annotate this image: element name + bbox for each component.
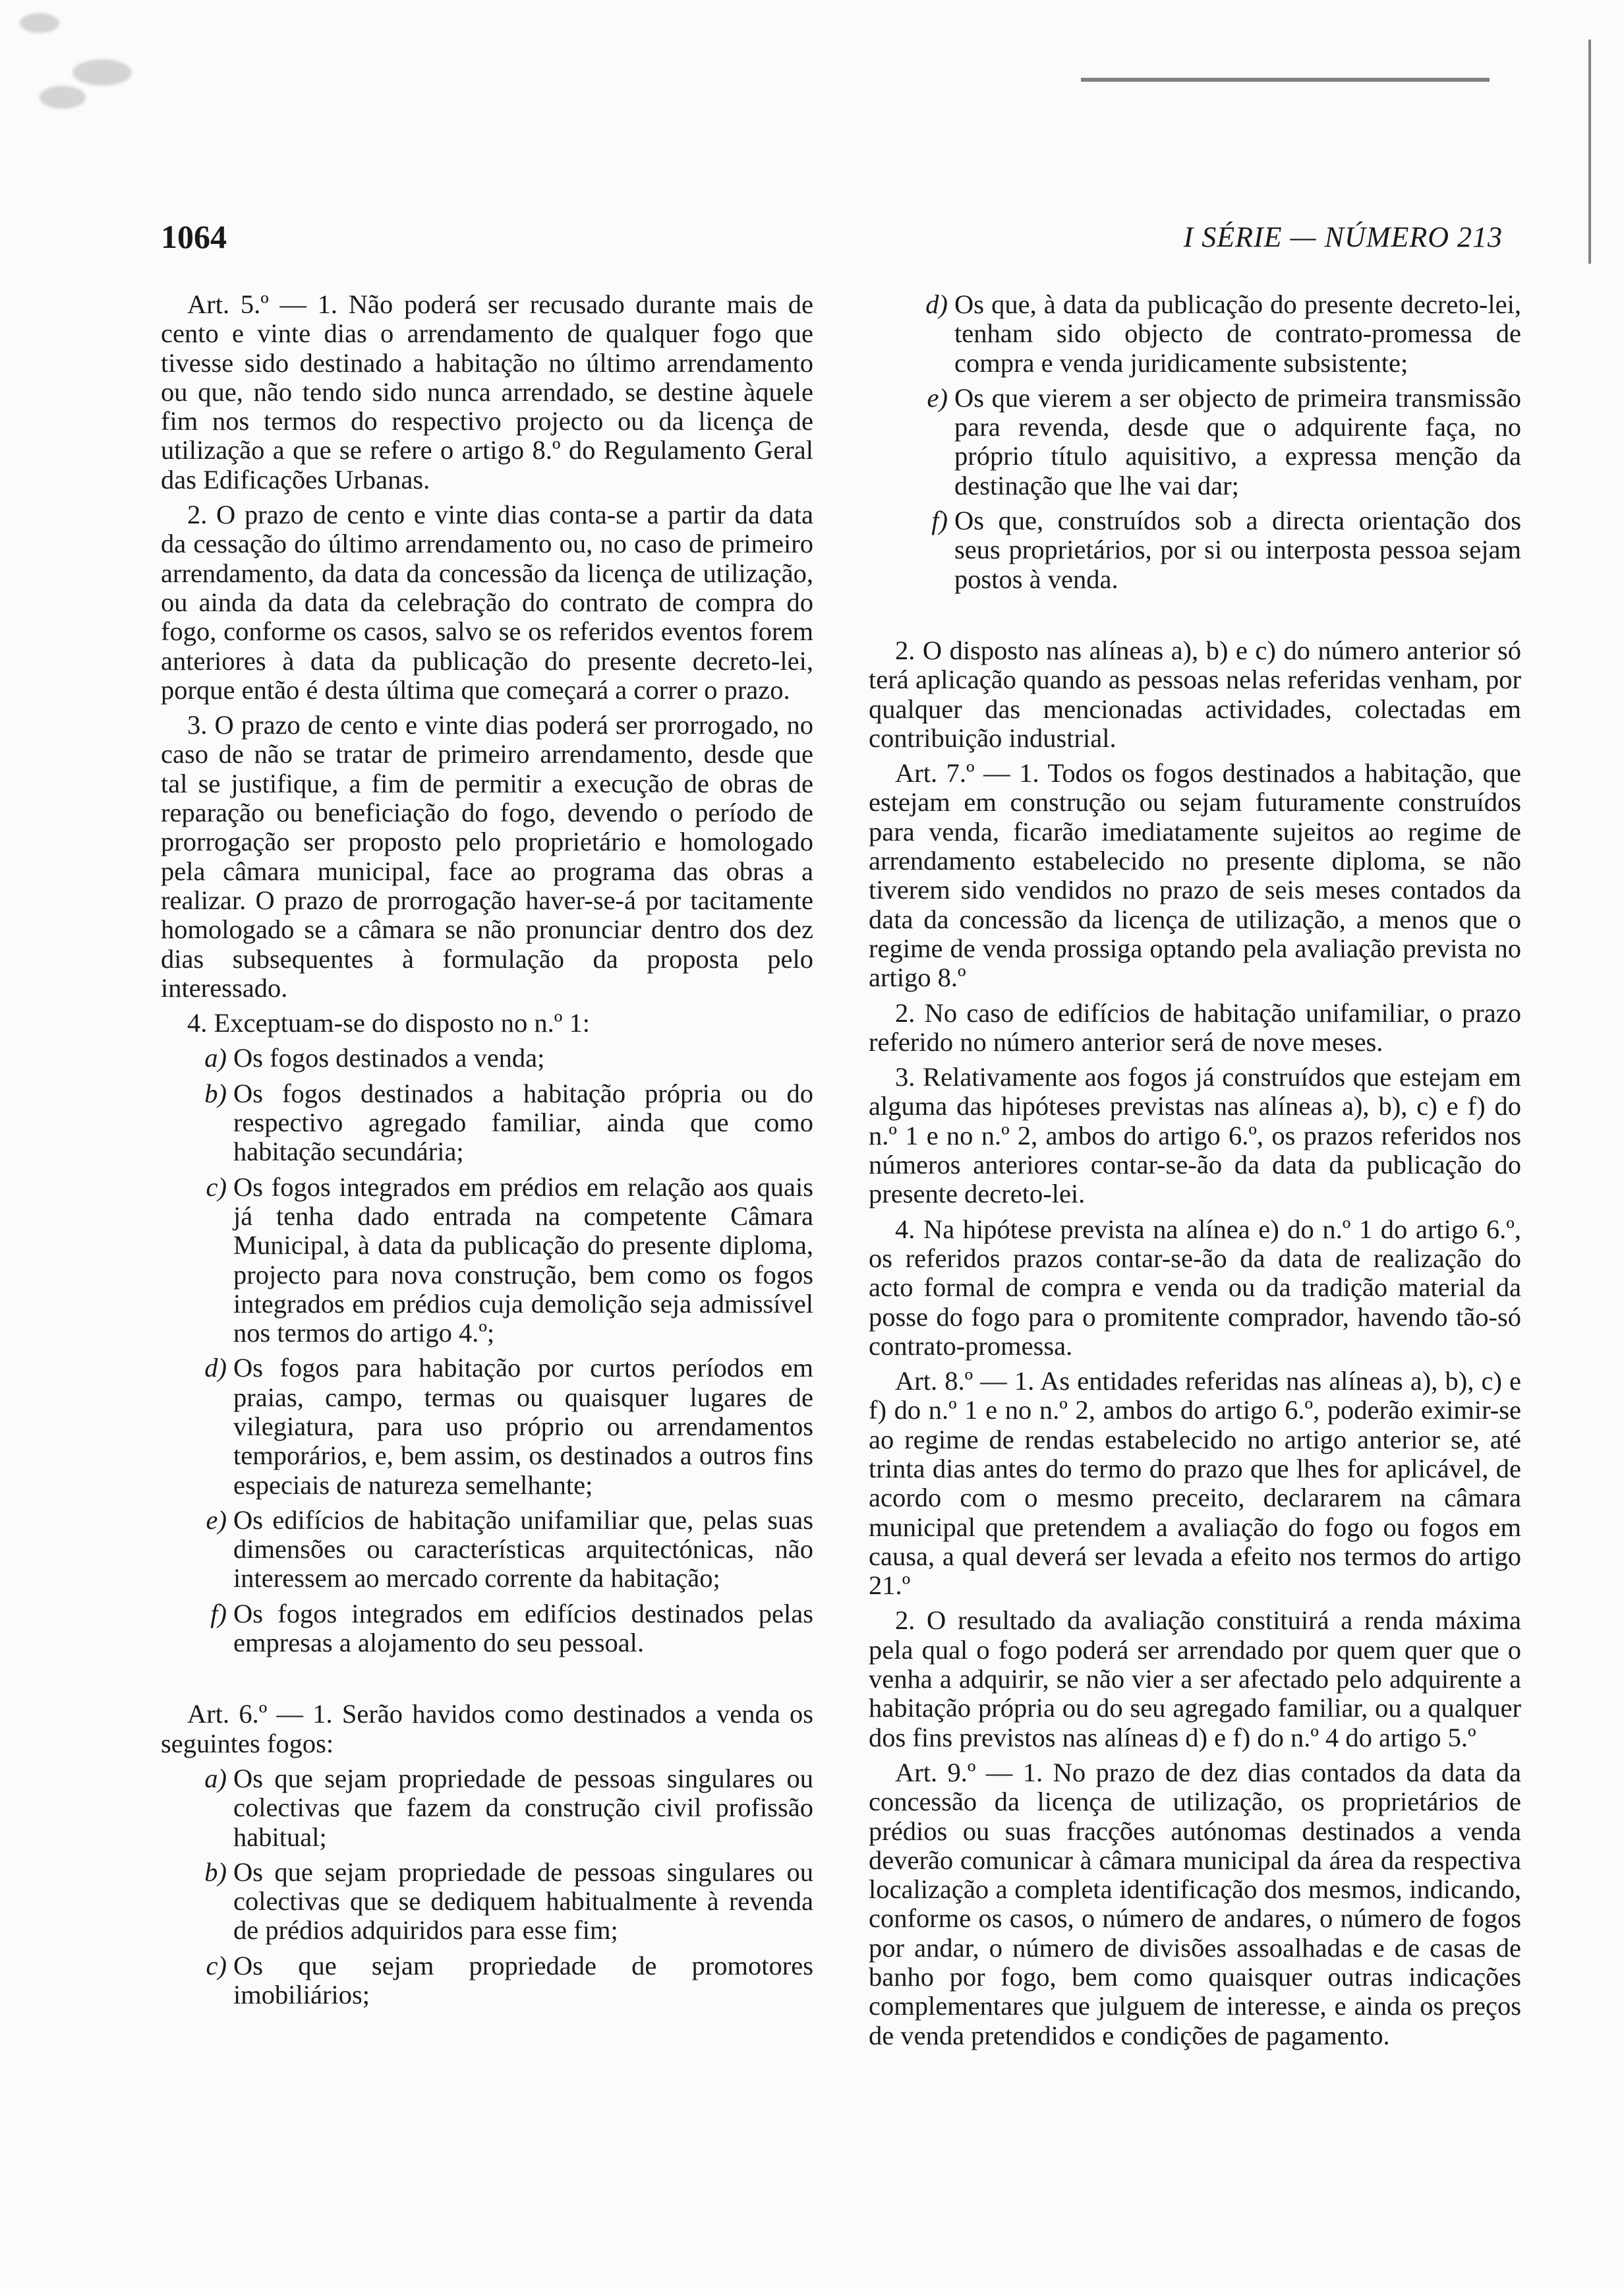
scan-speck	[40, 86, 86, 109]
item-text: Os que sejam propriedade de pessoas singulares ou colectivas que fazem da construção civil profissão habitual;	[233, 1763, 813, 1852]
art6-paragraph-2: 2. O disposto nas alíneas a), b) e c) do número anterior só terá aplicação quando as pessoas nelas referidas venham, por qualquer das mencionadas actividades, colectadas em contribuição industrial.	[869, 635, 1521, 753]
list-item	[161, 1506, 813, 1593]
art5-paragraph-2: 2. O prazo de cento e vinte dias conta-se a partir da data da cessação do último arrendamento ou, no caso de primeiro arrendamento, da data da concessão da licença de utilização, ou ainda da data da celebração do contrato de compra do fogo, conforme os casos, salvo se os referidos eventos forem anteriores à data da publicação do presente decreto-lei, porque então é desta última que começará a correr o prazo.	[161, 500, 813, 705]
list-item	[161, 1044, 813, 1073]
scan-speck	[72, 59, 132, 86]
list-item	[161, 1599, 813, 1658]
item-text: Os fogos destinados a habitação própria ou do respectivo agregado familiar, ainda que como habitação secundária;	[233, 1078, 813, 1167]
item-text: Os fogos para habitação por curtos períodos em praias, campo, termas ou quaisquer lugares de vilegiatura, para uso próprio ou arrendamentos temporários, e, bem assim, os destinados a outros fins especiais de natureza semelhante;	[233, 1353, 813, 1500]
item-label: c)	[206, 1950, 227, 1980]
art8-paragraph-2: 2. O resultado da avaliação constituirá a renda máxima pela qual o fogo poderá ser arrendado por quem quer que o venha a adquirir, se não vier a ser afectado pelo adquirente a habitação própria ou do seu agregado familiar, ou a qualquer dos fins previstos nas alíneas d) e f) do n.º 4 do artigo 5.º	[869, 1605, 1521, 1752]
list-item	[161, 1173, 813, 1348]
list-item	[161, 1353, 813, 1499]
item-text: Os que sejam propriedade de pessoas singulares ou colectivas que se dediquem habitualmente à revenda de prédios adquiridos para esse fim;	[233, 1857, 813, 1946]
art6-paragraph-1: Art. 6.º — 1. Serão havidos como destinados a venda os seguintes fogos:	[161, 1699, 813, 1758]
item-label: f)	[931, 506, 948, 536]
art5-paragraph-4: 4. Exceptuam-se do disposto no n.º 1:	[187, 1008, 590, 1038]
item-label: b)	[204, 1857, 227, 1887]
item-label: f)	[210, 1598, 227, 1628]
right-column	[869, 290, 1521, 2056]
item-label: a)	[204, 1043, 227, 1073]
item-label: a)	[204, 1763, 227, 1793]
page-header	[161, 218, 1503, 270]
item-label: d)	[204, 1353, 227, 1383]
item-label: b)	[204, 1078, 227, 1108]
item-text: Os fogos integrados em prédios em relação aos quais já tenha dado entrada na competente Câmara Municipal, à data da publicação do presente diploma, projecto para nova construção, bem como os fogos integrados em prédios cuja demolição seja admissível nos termos do artigo 4.º;	[233, 1172, 813, 1348]
list-item	[161, 1951, 813, 2010]
list-item	[869, 384, 1521, 500]
item-text: Os que, à data da publicação do presente decreto-lei, tenham sido objecto de contrato-promessa de compra e venda juridicamente subsistente;	[954, 289, 1521, 378]
art9-paragraph-1: Art. 9.º — 1. No prazo de dez dias contados da data da concessão da licença de utilização, os proprietários de prédios ou suas fracções autónomas destinados a venda deverão comunicar à câmara municipal da área da respectiva localização a completa identificação dos mesmos, indicando, conforme os casos, o número de andares, o número de fogos por andar, o número de divisões assoalhadas e de casas de banho por fogo, bem como quaisquer outras indicações complementares que julguem de interesse, e ainda os preços de venda pretendidos e condições de pagamento.	[869, 1757, 1521, 2050]
list-item	[869, 290, 1521, 378]
series-number: I SÉRIE — NÚMERO 213	[1183, 221, 1503, 253]
item-text: Os que vierem a ser objecto de primeira transmissão para revenda, desde que o adquirente faça, no próprio título aquisitivo, a expressa menção da destinação que lhe vai dar;	[954, 382, 1521, 500]
item-text: Os edifícios de habitação unifamiliar que, pelas suas dimensões ou características arquitectónicas, não interessem ao mercado corrente da habitação;	[233, 1504, 813, 1593]
list-item	[161, 1764, 813, 1852]
art7-paragraph-1: Art. 7.º — 1. Todos os fogos destinados a habitação, que estejam em construção ou sejam futuramente construídos para venda, ficarão imediatamente sujeitos ao regime de arrendamento estabelecido no presente diploma, se não tiverem sido vendidos no prazo de seis meses contados da data da concessão da licença de utilização, a menos que o regime de venda prossiga optando pela avaliação prevista no artigo 8.º	[869, 758, 1521, 993]
scan-edge	[1588, 40, 1591, 264]
item-label: c)	[206, 1172, 227, 1202]
scan-streak	[1081, 78, 1490, 82]
left-column	[161, 290, 813, 2015]
item-text: Os fogos integrados em edifícios destinados pelas empresas a alojamento do seu pessoal.	[233, 1598, 813, 1658]
art8-paragraph-1: Art. 8.º — 1. As entidades referidas nas alíneas a), b), c) e f) do n.º 1 e no n.º 2, ambos do artigo 6.º, poderão eximir-se ao regime de rendas estabelecido no artigo anterior se, até trinta dias antes do termo do prazo que lhes for aplicável, de acordo com o mesmo preceito, declararem na câmara municipal que pretendem a avaliação do fogo ou fogos em causa, a qual deverá ser levada a efeito nos termos do artigo 21.º	[869, 1366, 1521, 1601]
page-number: 1064	[161, 218, 227, 255]
item-label: e)	[206, 1504, 227, 1535]
list-item	[869, 506, 1521, 594]
art7-paragraph-4: 4. Na hipótese prevista na alínea e) do n.º 1 do artigo 6.º, os referidos prazos contar-se-ão da data de realização do acto formal de compra e venda ou da tradição material da posse do fogo para o promitente comprador, havendo tão-só contrato-promessa.	[869, 1214, 1521, 1361]
item-text: Os fogos destinados a venda;	[233, 1043, 545, 1073]
item-label: d)	[925, 289, 948, 319]
art5-paragraph-3: 3. O prazo de cento e vinte dias poderá ser prorrogado, no caso de não se tratar de primeiro arrendamento, desde que tal se justifique, a fim de permitir a execução de obras de reparação ou beneficiação do fogo, devendo o período de prorrogação ser proposto pelo proprietário e homologado pela câmara municipal, face ao programa das obras a realizar. O prazo de prorrogação haver-se-á por tacitamente homologado se a câmara se não pronunciar dentro dos dez dias subsequentes à formulação da proposta pelo interessado.	[161, 710, 813, 1003]
scan-speck	[20, 13, 59, 33]
list-item	[161, 1858, 813, 1946]
art7-paragraph-3: 3. Relativamente aos fogos já construídos que estejam em alguma das hipóteses previstas nas alíneas a), b), c) e f) do n.º 1 e no n.º 2, ambos do artigo 6.º, os prazos referidos nos números anteriores contar-se-ão da data da publicação do presente decreto-lei.	[869, 1062, 1521, 1209]
art7-paragraph-2: 2. No caso de edifícios de habitação unifamiliar, o prazo referido no número anterior será de nove meses.	[869, 997, 1521, 1057]
item-text: Os que, construídos sob a directa orientação dos seus proprietários, por si ou interposta pessoa sejam postos à venda.	[954, 506, 1521, 594]
item-text: Os que sejam propriedade de promotores imobiliários;	[233, 1950, 813, 2010]
art5-paragraph-1: Art. 5.º — 1. Não poderá ser recusado durante mais de cento e vinte dias o arrendamento de qualquer fogo que tivesse sido destinado a habitação no último arrendamento ou que, não tendo sido nunca arrendado, se destine àquele fim nos termos do respectivo projecto ou da licença de utilização a que se refere o artigo 8.º do Regulamento Geral das Edificações Urbanas.	[161, 289, 813, 494]
list-item	[161, 1079, 813, 1167]
item-label: e)	[927, 382, 948, 413]
